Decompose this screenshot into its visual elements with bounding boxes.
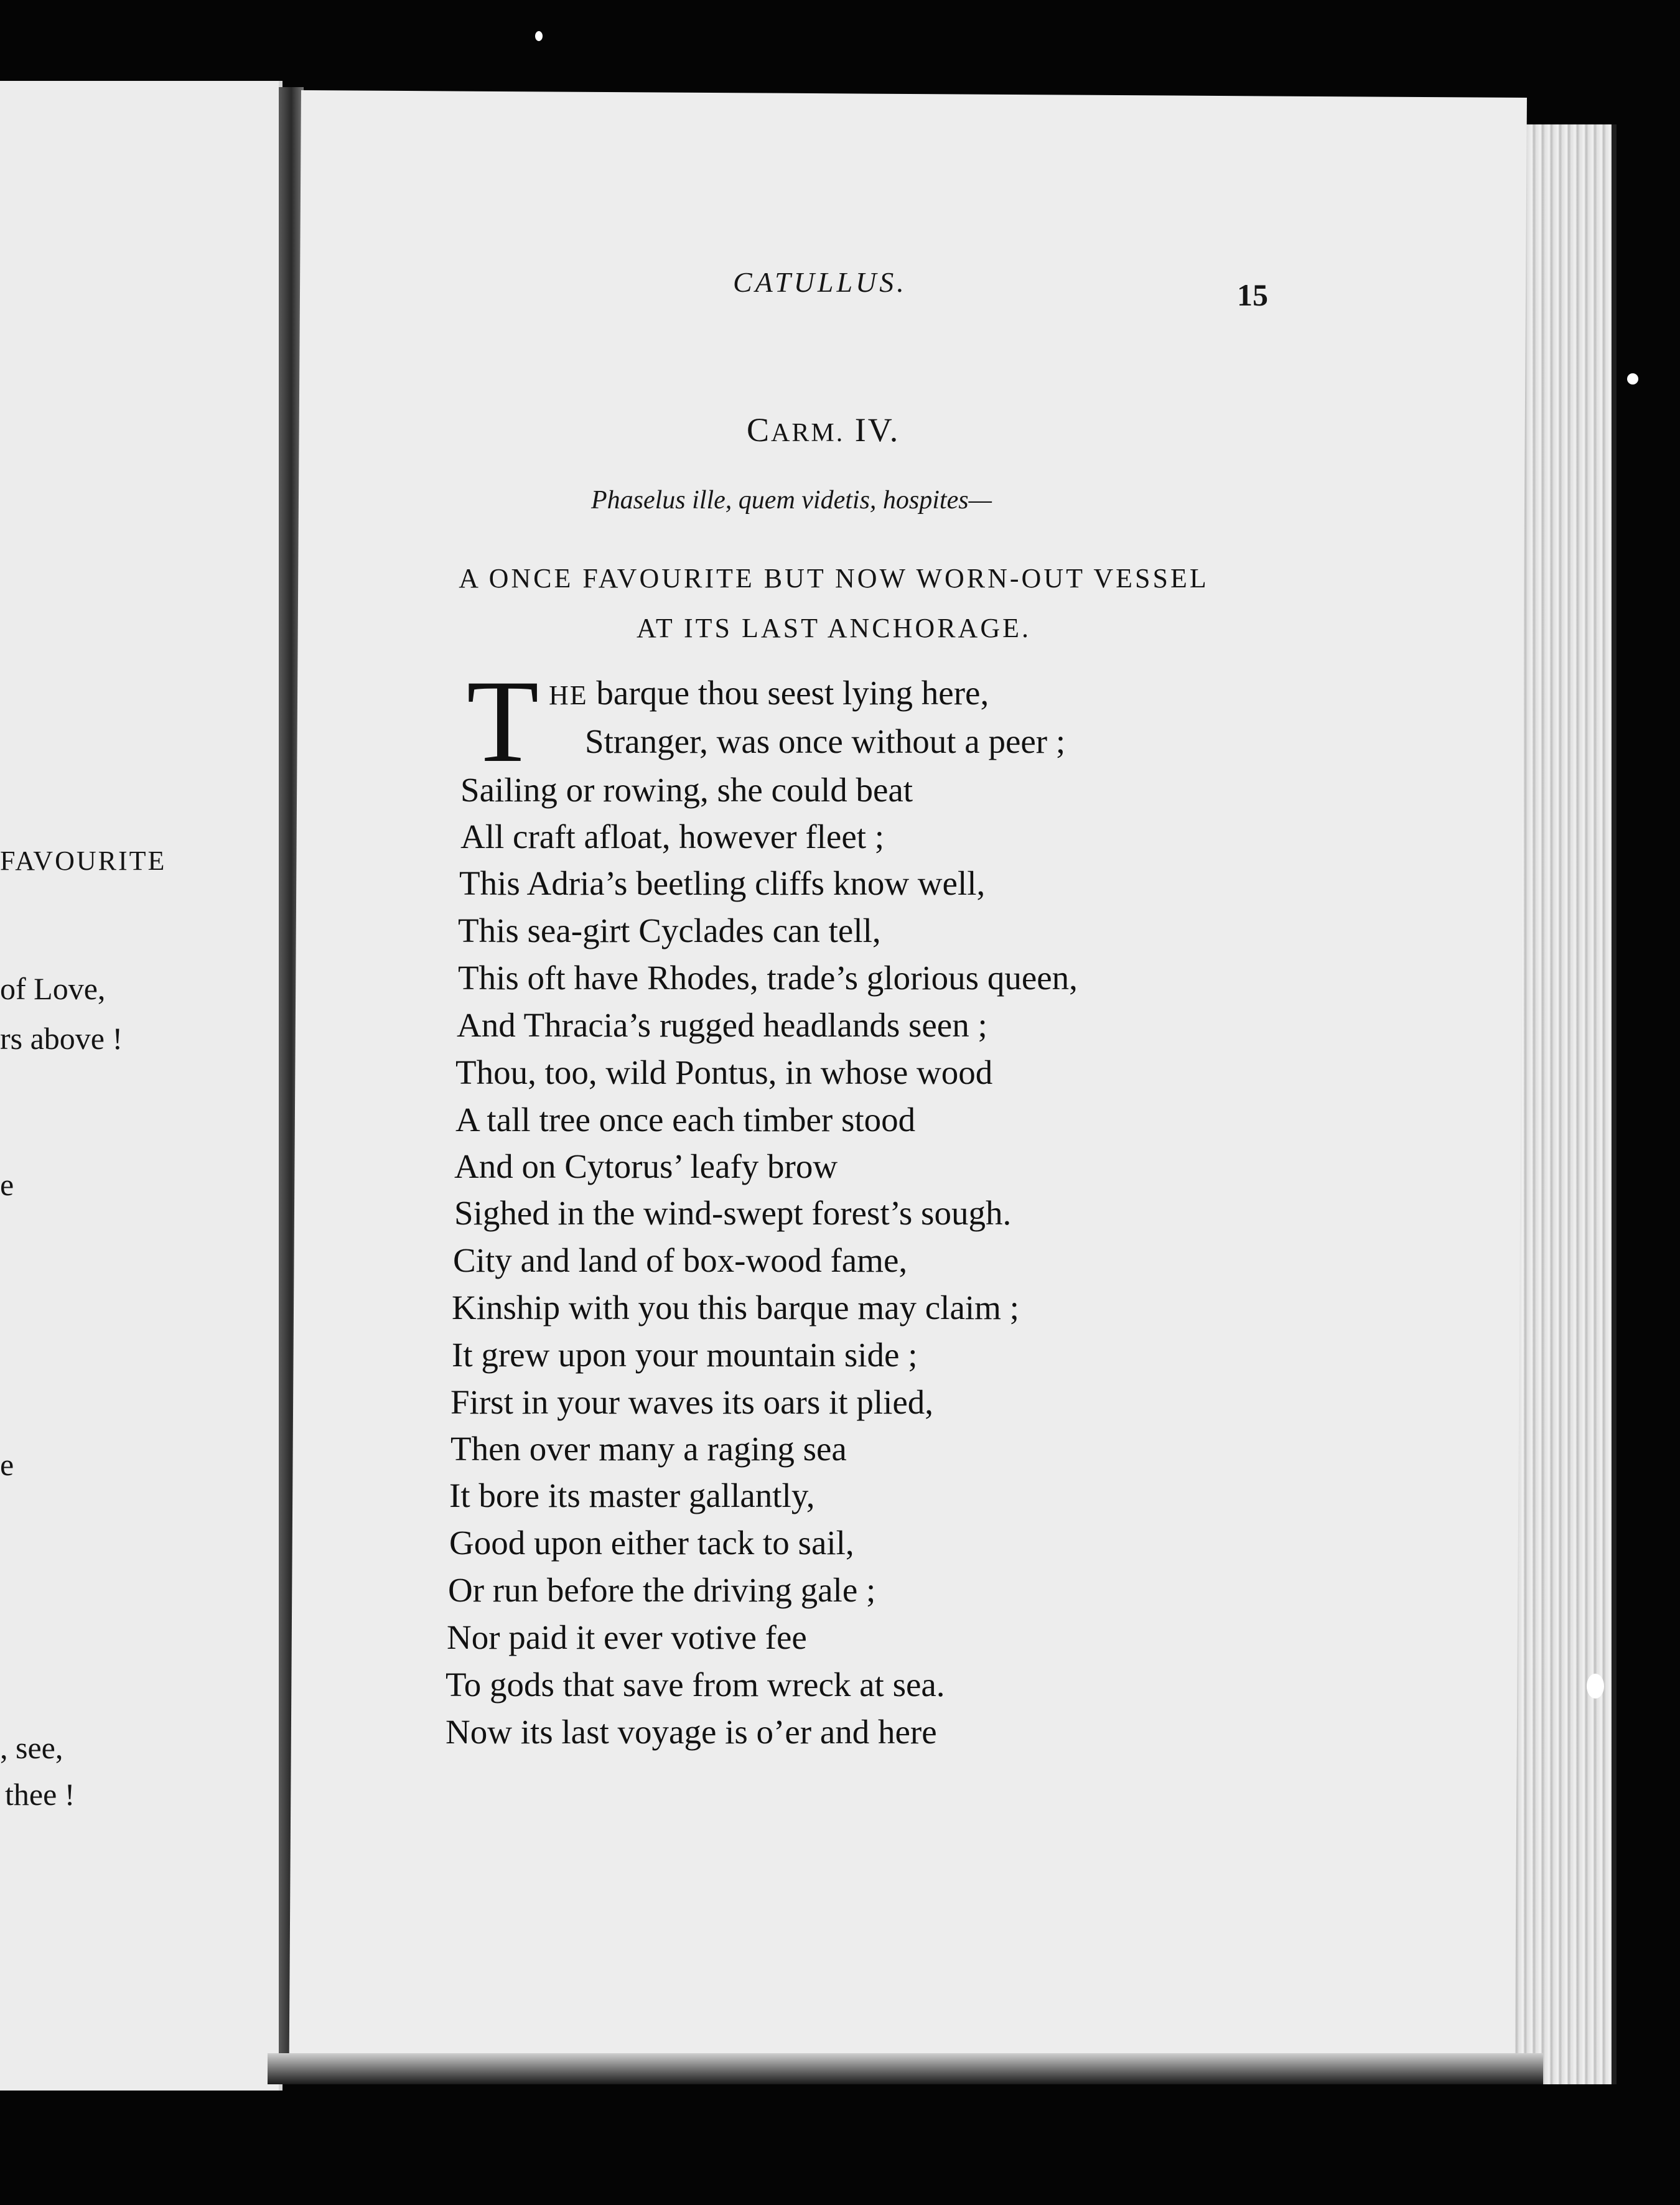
poem-line: This sea-girt Cyclades can tell, (458, 911, 881, 949)
subtitle-line: A ONCE FAVOURITE BUT NOW WORN-OUT VESSEL (459, 563, 1209, 594)
left-page-line: e (0, 1167, 14, 1202)
left-facing-page (0, 81, 282, 2091)
page-bottom-shadow (268, 2053, 1543, 2084)
latin-incipit: Phaselus ille, quem videtis, hospites— (591, 486, 992, 515)
poem-line: Or run before the driving gale ; (448, 1571, 876, 1609)
poem-number (747, 411, 900, 449)
poem-line: All craft afloat, however fleet ; (460, 818, 885, 855)
poem-line: Good upon either tack to sail, (449, 1524, 854, 1562)
poem-line: Then over many a raging sea (450, 1430, 847, 1468)
left-page-line: , see, (0, 1730, 63, 1765)
left-page-line: FAVOURITE (0, 846, 167, 876)
poem-line (549, 673, 989, 712)
left-page-line: rs above ! (0, 1021, 123, 1056)
running-head: CATULLUS. (733, 266, 907, 298)
subtitle-line: AT ITS LAST ANCHORAGE. (637, 613, 1031, 643)
poem-line: City and land of box-wood fame, (453, 1241, 908, 1279)
poem-line: This oft have Rhodes, trade’s glorious queen, (458, 959, 1078, 997)
left-page-line: e (0, 1447, 14, 1482)
poem-line: It grew upon your mountain side ; (452, 1336, 918, 1374)
left-page-line: of Love, (0, 971, 106, 1006)
first-line-smallcaps: HE (549, 680, 588, 711)
poem-subtitle (386, 554, 1282, 653)
poem-number-prefix: C (747, 411, 772, 449)
poem-line: It bore its master gallantly, (449, 1476, 815, 1514)
poem-number-prefix-small: ARM. (771, 419, 845, 447)
poem-line: Sailing or rowing, she could beat (460, 771, 913, 809)
page-number: 15 (1237, 277, 1268, 312)
poem-line: Stranger, was once without a peer ; (585, 722, 1066, 760)
first-line-rest: barque thou seest lying here, (587, 674, 989, 712)
poem-number-numeral: IV. (854, 411, 900, 449)
drop-cap: T (467, 656, 539, 787)
poem-line: This Adria’s beetling cliffs know well, (459, 864, 986, 902)
poem-line: A tall tree once each timber stood (455, 1101, 916, 1139)
scan-speck (535, 31, 543, 41)
left-page-line: thee ! (5, 1777, 75, 1812)
poem-line: Now its last voyage is o’er and here (446, 1713, 937, 1751)
poem-line: First in your waves its oars it plied, (450, 1383, 934, 1421)
poem-line: And Thracia’s rugged headlands seen ; (457, 1006, 987, 1044)
poem-line: Thou, too, wild Pontus, in whose wood (455, 1053, 993, 1091)
scan-speck (1587, 1674, 1604, 1699)
poem-line: To gods that save from wreck at sea. (446, 1666, 945, 1704)
poem-line: Kinship with you this barque may claim ; (452, 1289, 1019, 1326)
scan-speck (1627, 373, 1638, 385)
poem-line: And on Cytorus’ leafy brow (454, 1147, 838, 1185)
poem-line: Nor paid it ever votive fee (447, 1618, 807, 1656)
poem-line: Sighed in the wind-swept forest’s sough. (454, 1194, 1012, 1232)
